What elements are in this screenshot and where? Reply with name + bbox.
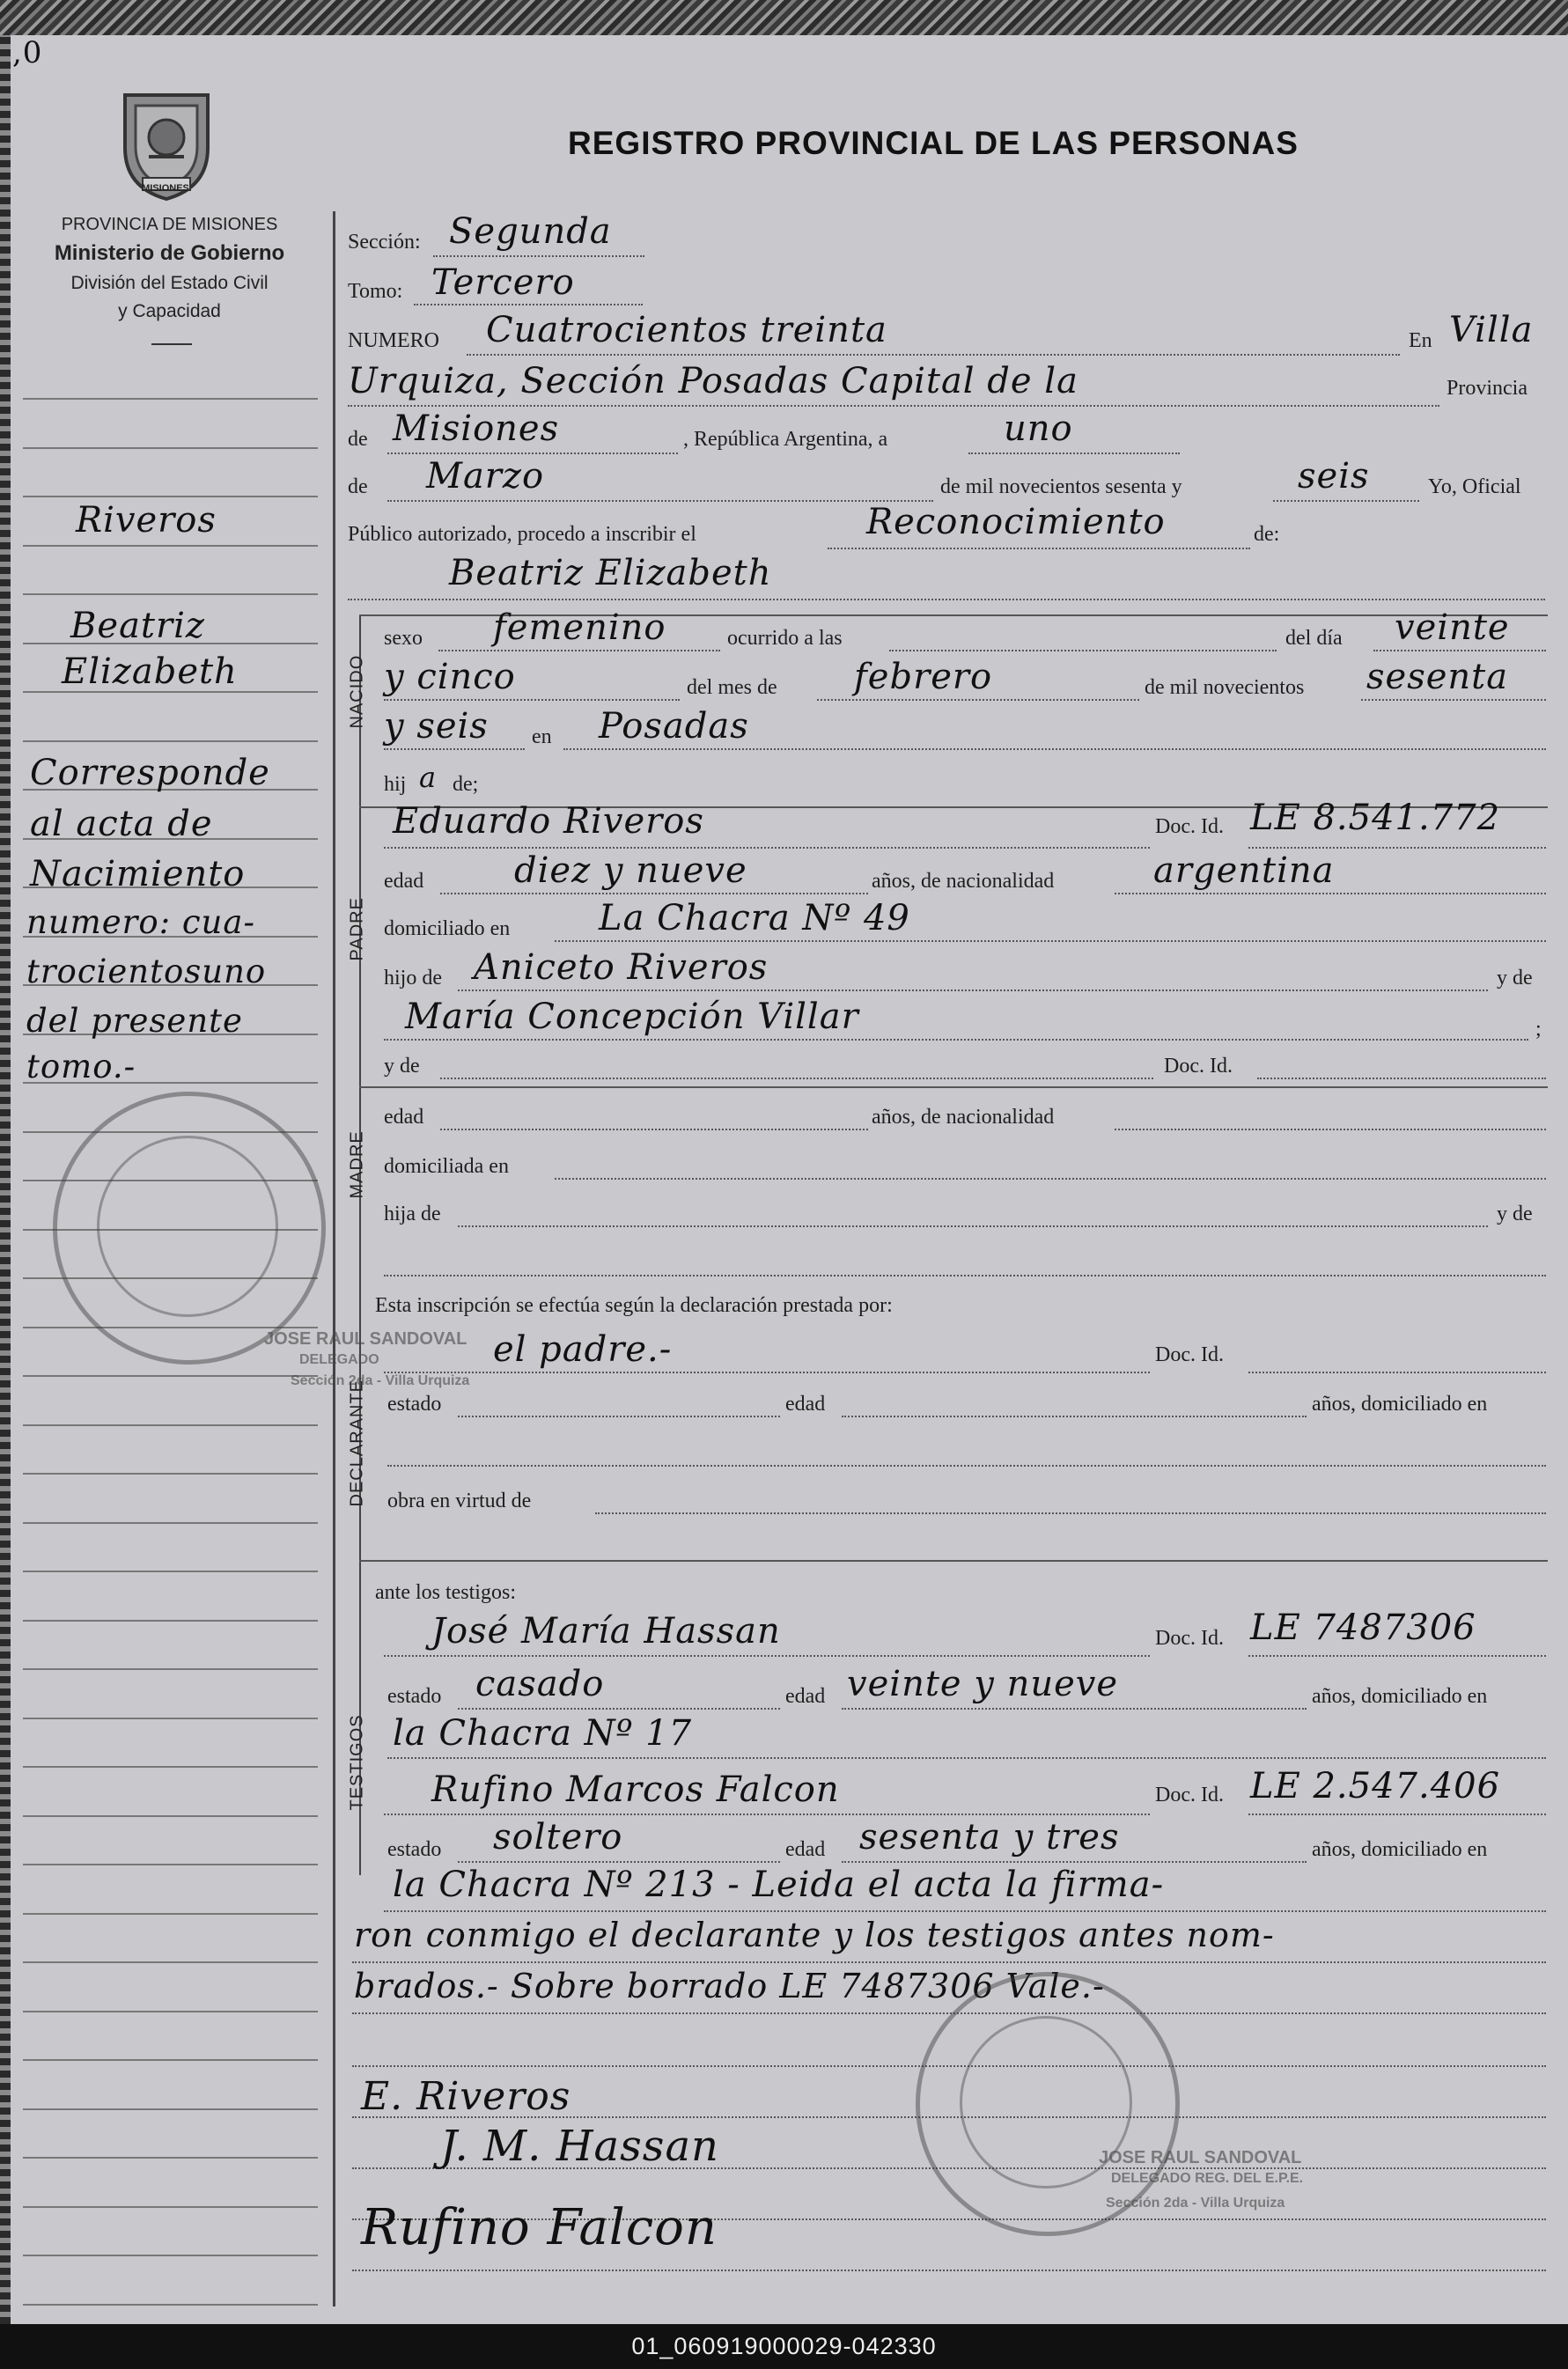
margin-surname: Riveros xyxy=(76,500,217,541)
margin-rule xyxy=(23,1913,318,1915)
margin-rule xyxy=(23,398,318,400)
label-ante: ante los testigos: xyxy=(375,1581,516,1604)
label-dom-t2: años, domiciliado en xyxy=(1312,1838,1488,1861)
margin-rule xyxy=(23,1375,318,1377)
value-testigo2-edad: sesenta y tres xyxy=(859,1817,1120,1858)
margin-rule xyxy=(23,1424,318,1426)
label-provincia: Provincia xyxy=(1447,377,1528,400)
value-dia-nac-1: veinte xyxy=(1395,607,1510,648)
margin-rule xyxy=(23,1620,318,1622)
value-padre-nombre: Eduardo Riveros xyxy=(393,801,704,842)
margin-note-3: Nacimiento xyxy=(30,854,246,894)
value-dia: uno xyxy=(1004,408,1073,449)
label-hija-de: hija de xyxy=(384,1203,441,1225)
margin-rule xyxy=(23,1668,318,1670)
margin-rule xyxy=(23,740,318,742)
header-province: PROVINCIA DE MISIONES xyxy=(61,215,278,234)
label-padre: PADRE xyxy=(347,897,367,961)
label-republica: , República Argentina, a xyxy=(683,428,888,451)
label-ocurrido: ocurrido a las xyxy=(727,627,843,650)
label-doc-testigo2: Doc. Id. xyxy=(1155,1784,1224,1806)
stamp1-name: JOSE RAUL SANDOVAL xyxy=(264,1329,467,1349)
margin-rule xyxy=(23,545,318,547)
value-testigo2-estado: soltero xyxy=(493,1817,623,1858)
margin-rule xyxy=(23,1864,318,1865)
value-nombre: Beatriz Elizabeth xyxy=(449,553,772,593)
decorative-border-top xyxy=(0,0,1568,35)
margin-rule xyxy=(23,1473,318,1475)
margin-rule xyxy=(23,496,318,497)
label-hij: hij xyxy=(384,773,407,796)
margin-rule xyxy=(23,2255,318,2256)
label-dom-declarante: años, domiciliado en xyxy=(1312,1393,1488,1416)
label-declarante: DECLARANTE xyxy=(347,1379,367,1507)
value-seccion: Segunda xyxy=(449,211,612,252)
label-semicolon: ; xyxy=(1535,1018,1542,1041)
value-padre-doc: LE 8.541.772 xyxy=(1250,798,1501,838)
label-doc-declarante: Doc. Id. xyxy=(1155,1343,1224,1366)
value-lugar: Urquiza, Sección Posadas Capital de la xyxy=(348,361,1078,401)
scan-footer xyxy=(0,2324,1568,2369)
value-numero: Cuatrocientos treinta xyxy=(486,310,887,350)
value-en: Villa xyxy=(1449,310,1534,350)
label-yo-oficial: Yo, Oficial xyxy=(1428,475,1521,498)
label-tomo: Tomo: xyxy=(348,280,403,303)
stamp2-role: DELEGADO REG. DEL E.P.E. xyxy=(1111,2171,1304,2186)
label-obra: obra en virtud de xyxy=(387,1490,532,1512)
margin-note-4: numero: cua- xyxy=(26,903,255,941)
value-lugar-nac: Posadas xyxy=(599,706,749,747)
margin-rule xyxy=(23,1815,318,1817)
label-de-colon: de: xyxy=(1254,523,1280,546)
label-nac-madre: años, de nacionalidad xyxy=(872,1106,1055,1129)
signature-testigo1: J. M. Hassan xyxy=(440,2122,719,2171)
signature-declarante: E. Riveros xyxy=(361,2074,571,2119)
label-y-de-madre-2: y de xyxy=(1497,1203,1533,1225)
value-padre-dom: La Chacra Nº 49 xyxy=(599,898,910,938)
label-testigos: TESTIGOS xyxy=(347,1714,367,1811)
value-provincia: Misiones xyxy=(393,408,560,449)
label-hijo-de: hijo de xyxy=(384,967,442,990)
stamp2-name: JOSE RAUL SANDOVAL xyxy=(1099,2148,1302,2167)
label-del-mes: del mes de xyxy=(687,676,777,699)
margin-name-1: Beatriz xyxy=(70,606,205,646)
margin-note-2: al acta de xyxy=(30,804,213,844)
label-mil-sesenta: de mil novecientos sesenta y xyxy=(940,475,1182,498)
value-cierre-1: la Chacra Nº 213 - Leida el acta la firma- xyxy=(393,1865,1165,1905)
label-nac-padre: años, de nacionalidad xyxy=(872,870,1055,893)
label-edad-t1: edad xyxy=(785,1685,826,1708)
stamp2-place: Sección 2da - Villa Urquiza xyxy=(1106,2196,1285,2211)
label-seccion: Sección: xyxy=(348,231,421,254)
margin-name-2: Elizabeth xyxy=(62,651,238,692)
label-edad-declarante: edad xyxy=(785,1393,826,1416)
margin-note-6: del presente xyxy=(26,1002,243,1040)
header-underline xyxy=(151,343,192,345)
label-sexo: sexo xyxy=(384,627,423,650)
value-testigo2: Rufino Marcos Falcon xyxy=(431,1769,840,1810)
value-hij-suffix: a xyxy=(419,761,438,794)
label-de-semicolon: de; xyxy=(453,773,479,796)
margin-rule xyxy=(23,1718,318,1719)
margin-rule xyxy=(23,1766,318,1768)
margin-note-7: tomo.- xyxy=(26,1048,136,1085)
label-mil-nov: de mil novecientos xyxy=(1145,676,1305,699)
value-testigo1: José María Hassan xyxy=(431,1611,781,1652)
margin-rule xyxy=(23,593,318,595)
value-cierre-2: ron conmigo el declarante y los testigos antes nom- xyxy=(354,1916,1275,1954)
label-publico: Público autorizado, procedo a inscribir el xyxy=(348,523,696,546)
value-anio-nac-1: sesenta xyxy=(1366,657,1509,697)
margin-rule xyxy=(23,2059,318,2061)
header-division: División del Estado Civil xyxy=(70,273,269,293)
value-anio: seis xyxy=(1298,456,1370,497)
value-cierre-3: brados.- Sobre borrado LE 7487306 Vale.- xyxy=(354,1967,1105,2005)
label-dom-madre: domiciliada en xyxy=(384,1155,509,1178)
rule-declarante-bottom xyxy=(359,1560,1548,1562)
scan-id: 01_060919000029-042330 xyxy=(631,2333,937,2359)
margin-rule xyxy=(23,2157,318,2159)
label-de-2: de xyxy=(348,475,368,498)
value-testigo1-estado: casado xyxy=(475,1664,605,1704)
stamp1-place: Sección 2da - Villa Urquiza xyxy=(291,1373,470,1388)
value-mes: Marzo xyxy=(426,456,545,497)
label-doc-padre: Doc. Id. xyxy=(1155,815,1224,838)
label-en-nac: en xyxy=(532,725,552,748)
value-padre-nac: argentina xyxy=(1153,850,1335,891)
label-dom-t1: años, domiciliado en xyxy=(1312,1685,1488,1708)
value-padre-y-de: María Concepción Villar xyxy=(405,997,859,1037)
margin-note-5: trocientosuno xyxy=(26,953,267,990)
value-sexo: femenino xyxy=(493,607,666,648)
value-tomo: Tercero xyxy=(431,262,575,303)
margin-rule xyxy=(23,2108,318,2110)
label-doc-testigo1: Doc. Id. xyxy=(1155,1627,1224,1650)
margin-rule xyxy=(23,2011,318,2012)
value-padre-hijo-de: Aniceto Riveros xyxy=(474,947,769,988)
label-en: En xyxy=(1409,329,1432,352)
label-edad-madre: edad xyxy=(384,1106,424,1129)
value-padre-edad: diez y nueve xyxy=(514,850,747,891)
label-madre: MADRE xyxy=(347,1130,367,1199)
signature-testigo2: Rufino Falcon xyxy=(361,2199,718,2256)
decorative-border-left xyxy=(0,35,11,2324)
margin-rule xyxy=(23,2206,318,2208)
value-acto: Reconocimiento xyxy=(866,502,1166,542)
page-title: REGISTRO PROVINCIAL DE LAS PERSONAS xyxy=(568,125,1299,161)
margin-rule xyxy=(23,2304,318,2306)
value-mes-nac: febrero xyxy=(854,657,993,697)
margin-separator xyxy=(333,211,335,2306)
margin-rule xyxy=(23,1961,318,1963)
label-edad-padre: edad xyxy=(384,870,424,893)
header-capacity: y Capacidad xyxy=(118,301,221,321)
label-y-de-padre: y de xyxy=(1497,967,1533,990)
margin-rule xyxy=(23,1522,318,1524)
value-anio-nac-2: y seis xyxy=(384,706,489,747)
value-testigo2-doc: LE 2.547.406 xyxy=(1250,1766,1501,1806)
page-mark: ,0 xyxy=(12,35,43,70)
header-ministry: Ministerio de Gobierno xyxy=(54,241,285,265)
value-testigo1-dom: la Chacra Nº 17 xyxy=(393,1713,693,1754)
value-declarante: el padre.- xyxy=(493,1329,673,1370)
label-inscripcion: Esta inscripción se efectúa según la declaración prestada por: xyxy=(375,1294,893,1317)
label-y-de-madre: y de xyxy=(384,1055,420,1078)
label-dom-padre: domiciliado en xyxy=(384,917,511,940)
label-estado-t1: estado xyxy=(387,1685,442,1708)
label-del-dia: del día xyxy=(1285,627,1343,650)
stamp1-role: DELEGADO xyxy=(299,1352,379,1367)
label-edad-t2: edad xyxy=(785,1838,826,1861)
label-de-1: de xyxy=(348,428,368,451)
margin-rule xyxy=(23,1571,318,1572)
value-testigo1-doc: LE 7487306 xyxy=(1250,1608,1476,1648)
label-estado-t2: estado xyxy=(387,1838,442,1861)
value-testigo1-edad: veinte y nueve xyxy=(847,1664,1119,1704)
margin-rule xyxy=(23,447,318,449)
margin-note-1: Corresponde xyxy=(30,753,270,793)
label-nacido: NACIDO xyxy=(347,654,367,729)
label-estado-declarante: estado xyxy=(387,1393,442,1416)
rule-padre-bottom xyxy=(359,1086,1548,1088)
emblem-label: MISIONES xyxy=(142,183,189,194)
label-numero: NUMERO xyxy=(348,329,440,352)
label-doc-madre: Doc. Id. xyxy=(1164,1055,1233,1078)
official-seal-left-inner xyxy=(97,1136,278,1317)
value-dia-nac-2: y cinco xyxy=(384,657,516,697)
